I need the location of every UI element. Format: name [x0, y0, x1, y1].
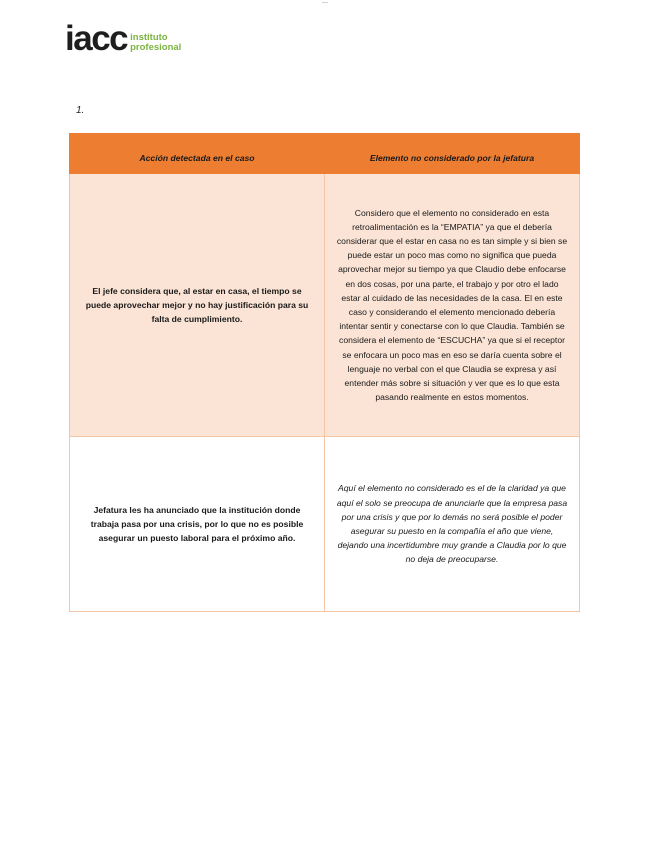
- question-number: 1.: [76, 105, 85, 116]
- iacc-logo: [65, 19, 182, 58]
- column-header-action: Acción detectada en el caso: [70, 134, 325, 174]
- logo-subtitle-line-1: instituto: [130, 32, 168, 43]
- table-row: [70, 174, 580, 437]
- row-2-action-cell: Jefatura les ha anunciado que la institución donde trabaja pasa por una crisis, por lo que no es posible asegurar un puesto laboral para el próximo año.: [70, 437, 325, 612]
- logo-subtitle: [130, 33, 181, 53]
- row-1-action-cell: El jefe considera que, al estar en casa, el tiempo se puede aprovechar mejor y no hay justificación para su falta de cumplimiento.: [70, 174, 325, 437]
- logo-subtitle-line-2: profesional: [130, 42, 182, 53]
- case-analysis-table: [69, 133, 580, 612]
- page-top-mark: —: [322, 0, 328, 6]
- logo-wordmark: [65, 19, 128, 58]
- row-2-element-cell: Aquí el elemento no considerado es el de la claridad ya que aquí el solo se preocupa de anunciarle que la empresa pasa por una crisis y que por lo demás no será posible el poder asegurar su puesto en la compañía el año que viene, dejando una incertidumbre muy grande a Claudia por lo que no deja de preocuparse.: [325, 437, 580, 612]
- table-row: [70, 437, 580, 612]
- column-header-element: Elemento no considerado por la jefatura: [325, 134, 580, 174]
- row-1-element-cell: Considero que el elemento no considerado en esta retroalimentación es la “EMPATIA” ya que el debería considerar que el estar en casa no es tan simple y si bien se puede estar un poco mas como no significa que pueda aprovechar mejor su tiempo ya que Claudio debe enfocarse en dos cosas, por una parte, el trabajo y por otro el lado estar al cuidado de las necesidades de la casa. El en este caso y considerando el elemento mencionado debería intentar sentir y conectarse con lo que Claudia. También se considera el elemento de “ESCUCHA” ya que si el receptor se enfocara un poco mas en eso se daría cuenta sobre el lenguaje no verbal con el que Claudia se expresa y así entender más sobre si situación y ver que es lo que esta pasando realmente en estos momentos.: [325, 174, 580, 437]
- table-header-row: [70, 134, 580, 174]
- logo-word-text: iacc: [65, 19, 128, 58]
